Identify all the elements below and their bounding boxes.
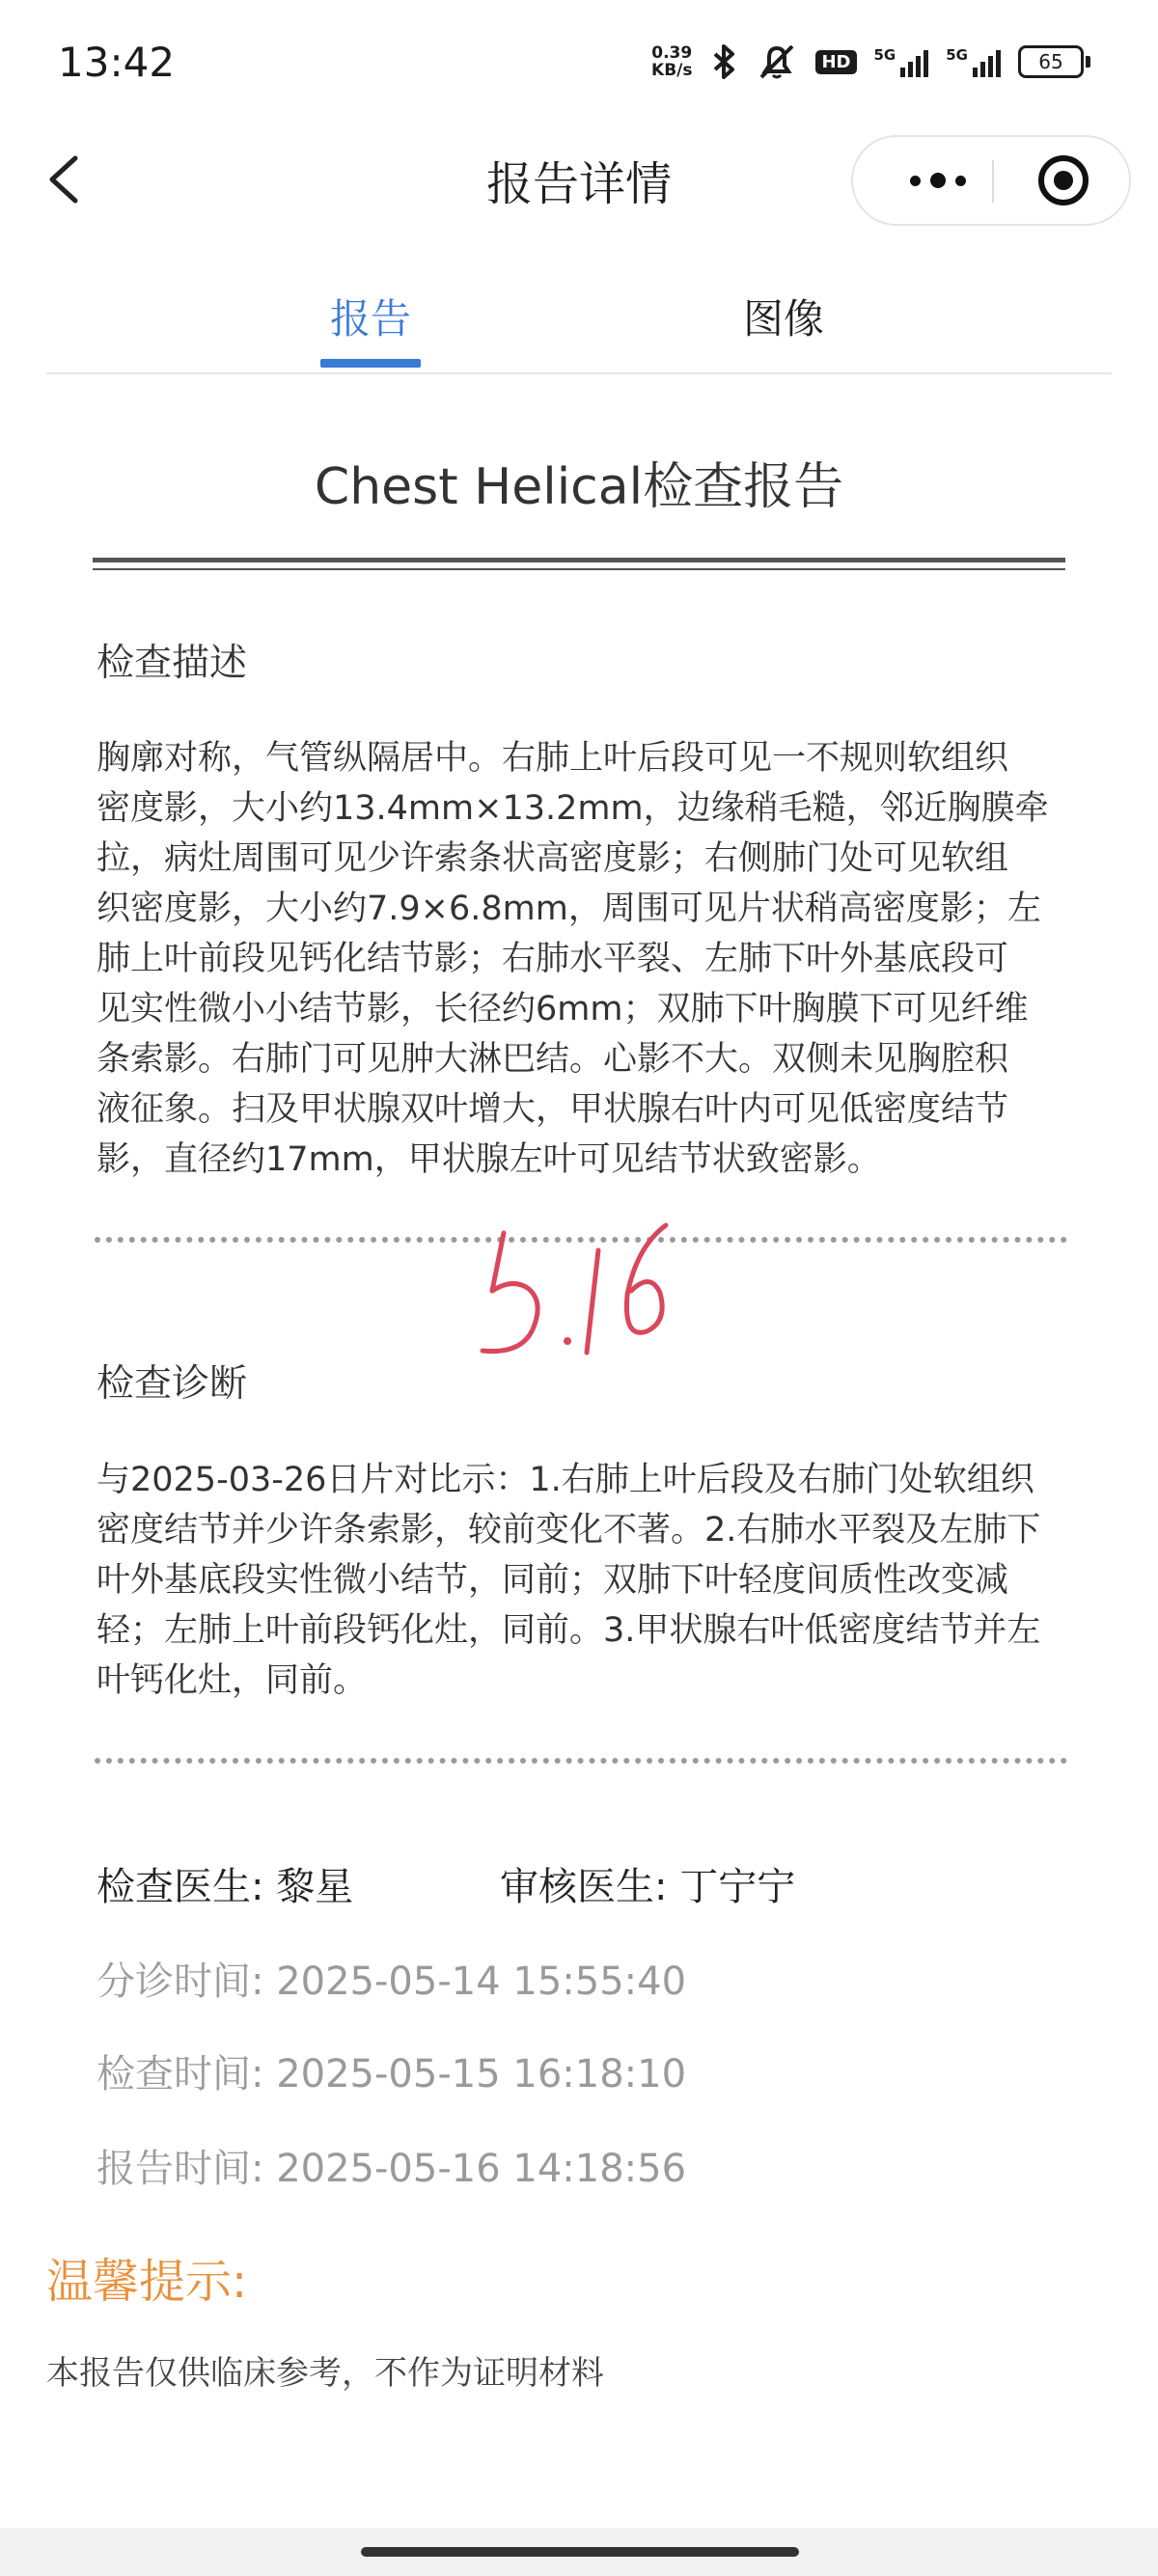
tab-report[interactable]: 报告	[329, 295, 411, 343]
bluetooth-icon	[709, 42, 738, 81]
description-line: 胸廓对称，气管纵隔居中。右肺上叶后段可见一不规则软组织	[96, 739, 1009, 778]
signal-strength-icon-2	[946, 46, 1001, 77]
battery-icon	[1018, 45, 1090, 78]
capsule-divider	[992, 160, 994, 203]
description-line: 条索影。右肺门可见肿大淋巴结。心影不大。双侧未见胸腔积	[96, 1040, 1009, 1079]
description-line: 液征象。扫及甲状腺双叶增大，甲状腺右叶内可见低密度结节	[96, 1090, 1009, 1129]
network-speed-unit: KB/s	[651, 61, 693, 80]
bell-muted-icon	[756, 42, 798, 81]
network-speed-value: 0.39	[651, 43, 693, 63]
network-type-label: 5G	[873, 46, 896, 64]
diagnosis-text	[96, 1455, 1065, 1706]
status-icons	[651, 42, 1090, 81]
tab-image[interactable]: 图像	[742, 295, 824, 343]
description-line: 密度影，大小约13.4mm×13.2mm，边缘稍毛糙，邻近胸膜牵	[96, 789, 1049, 828]
active-tab-indicator	[320, 359, 421, 368]
exam-time: 检查时间: 2025-05-15 16:18:10	[96, 2052, 687, 2096]
report-title: Chest Helical检查报告	[314, 458, 844, 516]
section-divider	[95, 1758, 1067, 1764]
exam-doctor: 检查医生: 黎星	[96, 1865, 354, 1909]
diagnosis-line: 轻；左肺上叶前段钙化灶，同前。3.甲状腺右叶低密度结节并左	[96, 1611, 1041, 1650]
more-options-icon[interactable]	[890, 137, 986, 224]
diagnosis-line: 与2025-03-26日片对比示：1.右肺上叶后段及右肺门处软组织	[96, 1461, 1034, 1499]
description-line: 拉，病灶周围可见少许索条状高密度影；右侧肺门处可见软组	[96, 839, 1009, 878]
page-title: 报告详情	[485, 157, 672, 211]
description-text	[96, 733, 1065, 1185]
close-mini-program-icon[interactable]	[1038, 155, 1089, 206]
hd-voice-badge: HD	[815, 50, 856, 74]
signal-strength-icon	[874, 46, 929, 77]
title-divider-thin	[93, 568, 1065, 570]
description-heading: 检查描述	[96, 642, 248, 685]
network-speed	[651, 44, 692, 79]
diagnosis-heading: 检查诊断	[96, 1362, 248, 1406]
description-line: 见实性微小小结节影，长径约6mm；双肺下叶胸膜下可见纤维	[96, 990, 1029, 1028]
status-time: 13:42	[58, 39, 176, 86]
mini-program-capsule	[851, 135, 1131, 226]
triage-time: 分诊时间: 2025-05-14 15:55:40	[96, 1959, 687, 2004]
battery-level: 65	[1018, 45, 1084, 78]
title-divider	[93, 558, 1065, 562]
diagnosis-line: 密度结节并少许条索影，较前变化不著。2.右肺水平裂及左肺下	[96, 1511, 1041, 1549]
tip-text: 本报告仅供临床参考，不作为证明材料	[46, 2354, 604, 2393]
review-doctor: 审核医生: 丁宁宁	[500, 1865, 796, 1909]
report-time: 报告时间: 2025-05-16 14:18:56	[96, 2147, 687, 2191]
tab-divider	[46, 372, 1112, 374]
handwritten-note	[454, 1208, 704, 1372]
description-line: 织密度影，大小约7.9×6.8mm，周围可见片状稍高密度影；左	[96, 890, 1041, 928]
home-indicator[interactable]	[361, 2547, 799, 2557]
diagnosis-line: 叶外基底段实性微小结节，同前；双肺下叶轻度间质性改变减	[96, 1561, 1009, 1600]
network-type-label-2: 5G	[946, 46, 968, 64]
diagnosis-line: 叶钙化灶，同前。	[96, 1661, 368, 1700]
description-line: 影，直径约17mm，甲状腺左叶可见结节状致密影。	[96, 1140, 881, 1179]
tip-title: 温馨提示:	[46, 2255, 248, 2309]
description-line: 肺上叶前段见钙化结节影；右肺水平裂、左肺下叶外基底段可	[96, 940, 1009, 978]
